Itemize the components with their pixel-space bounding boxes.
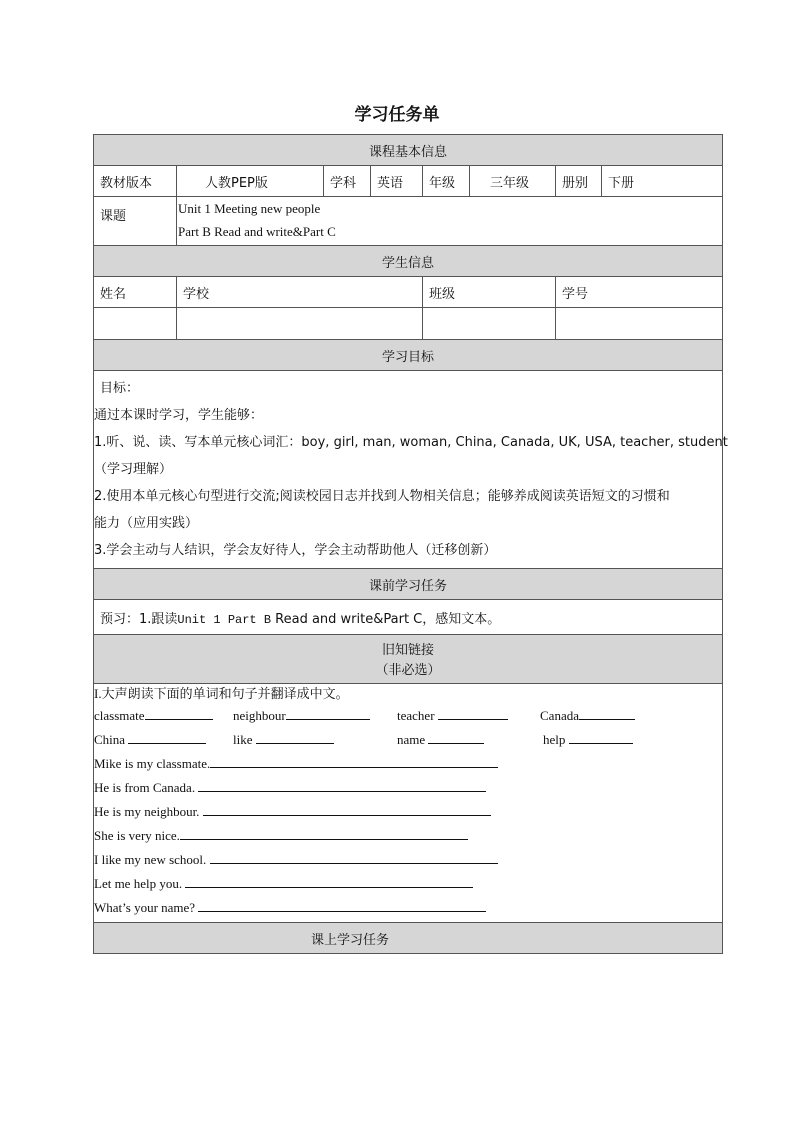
word-item: like: [233, 728, 334, 752]
section-header-in-class: [94, 923, 723, 954]
section-header-student-info: [94, 246, 723, 277]
objective-item-3: 3.学会主动与人结识，学会友好待人，学会主动帮助他人（迁移创新）: [94, 543, 497, 558]
sentence-5: I like my new school.: [94, 848, 722, 872]
school-input-cell[interactable]: [177, 308, 423, 340]
review-instruction: I.大声朗读下面的单词和句子并翻译成中文。: [94, 686, 349, 701]
sentence-2: He is from Canada.: [94, 776, 722, 800]
review-content: [94, 684, 723, 923]
topic-line-part: Part B Read and write&Part C: [178, 224, 336, 239]
word-row-2: [94, 728, 722, 752]
objective-item-2: 2.使用本单元核心句型进行交流;阅读校园日志并找到人物相关信息；能够养成阅读英语短文的习惯和: [94, 489, 670, 504]
textbook-label: 教材版本: [94, 166, 177, 197]
word-item: neighbour: [233, 704, 370, 728]
student-id-label: 学号: [556, 277, 723, 308]
task-sheet-table: [93, 134, 728, 954]
answer-blank[interactable]: [210, 849, 498, 864]
grade-value: 三年级: [470, 166, 556, 197]
topic-label: 课题: [94, 197, 177, 246]
pre-class-code: Unit 1 Part B: [177, 612, 272, 627]
volume-label: 册别: [556, 166, 602, 197]
subject-value: 英语: [371, 166, 423, 197]
volume-value: 下册: [602, 166, 723, 197]
topic-line-unit: Unit 1 Meeting new people: [178, 201, 321, 216]
answer-blank[interactable]: [185, 873, 473, 888]
basic-info-row: [94, 166, 723, 197]
word-item: classmate: [94, 704, 213, 728]
word-item: help: [543, 728, 633, 752]
answer-blank[interactable]: [198, 777, 486, 792]
topic-row: [94, 197, 723, 246]
pre-class-prefix: 预习：1.跟读: [100, 611, 178, 627]
objective-item-1: [94, 429, 728, 456]
section-header-basic-info: [94, 135, 723, 166]
class-label: 班级: [423, 277, 556, 308]
school-label: 学校: [177, 277, 423, 308]
answer-blank[interactable]: [198, 897, 486, 912]
section-title: 旧知链接: [382, 643, 435, 658]
section-title: 课前学习任务: [94, 569, 723, 600]
section-header-objectives: [94, 340, 723, 371]
class-input-cell[interactable]: [423, 308, 556, 340]
word-item: Canada: [540, 704, 635, 728]
student-info-labels-row: [94, 277, 723, 308]
answer-blank[interactable]: [286, 705, 370, 720]
textbook-value: 人教PEP版: [177, 166, 324, 197]
answer-blank[interactable]: [579, 705, 635, 720]
review-header-cell: [94, 635, 723, 684]
answer-blank[interactable]: [203, 801, 491, 816]
section-title: 课程基本信息: [94, 135, 723, 166]
sentence-3: He is my neighbour.: [94, 800, 722, 824]
pre-class-row: [94, 600, 723, 635]
answer-blank[interactable]: [128, 729, 206, 744]
section-title: 课上学习任务: [94, 923, 723, 954]
section-title: 学习目标: [94, 340, 723, 371]
sentence-6: Let me help you.: [94, 872, 722, 896]
answer-blank[interactable]: [569, 729, 633, 744]
sentence-4: She is very nice.: [94, 824, 722, 848]
answer-blank[interactable]: [210, 753, 498, 768]
pre-class-suffix: Read and write&Part C，感知文本。: [271, 611, 501, 627]
section-title: 学生信息: [94, 246, 723, 277]
word-item: China: [94, 728, 206, 752]
answer-blank[interactable]: [256, 729, 334, 744]
answer-blank[interactable]: [145, 705, 213, 720]
name-label: 姓名: [94, 277, 177, 308]
answer-blank[interactable]: [438, 705, 508, 720]
word-item: name: [397, 728, 484, 752]
student-id-input-cell[interactable]: [556, 308, 723, 340]
review-content-row: [94, 684, 723, 923]
grade-label: 年级: [423, 166, 470, 197]
word-item: teacher: [397, 704, 508, 728]
pre-class-task: [94, 600, 723, 635]
objective-item-2-tag: 能力（应用实践）: [94, 516, 199, 531]
section-header-review: [94, 635, 723, 684]
objectives-row: [94, 371, 723, 569]
objective-item-1-text: 1.听、说、读、写本单元核心词汇：boy, girl, man, woman, China, Canada, UK, USA, teacher, student: [94, 435, 728, 450]
objective-item-1-tag: （学习理解）: [94, 462, 173, 477]
objectives-heading: 目标：: [100, 381, 140, 396]
objectives-intro: 通过本课时学习，学生能够：: [94, 408, 264, 423]
sentence-7: What’s your name?: [94, 896, 722, 920]
answer-blank[interactable]: [428, 729, 484, 744]
topic-value: [177, 197, 723, 246]
objectives-content: [94, 371, 728, 569]
section-note: （非必选）: [375, 663, 441, 678]
word-row-1: [94, 704, 722, 728]
sentence-1: Mike is my classmate.: [94, 752, 722, 776]
name-input-cell[interactable]: [94, 308, 177, 340]
student-info-input-row: [94, 308, 723, 340]
page-title: 学习任务单: [354, 105, 440, 125]
subject-label: 学科: [324, 166, 371, 197]
answer-blank[interactable]: [180, 825, 468, 840]
section-header-pre-class: [94, 569, 723, 600]
